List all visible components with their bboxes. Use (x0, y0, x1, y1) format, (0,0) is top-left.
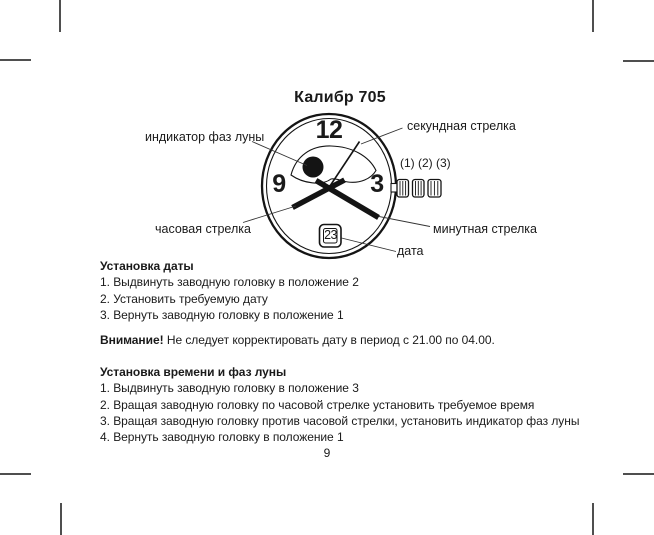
crown-icon-position-2 (413, 180, 425, 198)
instruction-step: 3. Вращая заводную головку против часовой стрелки, установить индикатор фаз луны (100, 413, 580, 428)
dial-numeral-12: 12 (315, 116, 343, 144)
moon-icon (303, 157, 324, 178)
crown-icon-position-3 (428, 180, 441, 198)
crown-icon-position-1 (397, 180, 409, 198)
dial-numeral-9: 9 (272, 170, 286, 198)
attention-text: Не следует корректировать дату в период с 21.00 по 04.00. (166, 333, 495, 348)
attention-note (100, 332, 579, 348)
label-minute-hand: минутная стрелка (433, 222, 538, 236)
instruction-step: 1. Выдвинуть заводную головку в положение 2 (100, 275, 359, 290)
instruction-step: 1. Выдвинуть заводную головку в положение 3 (100, 381, 359, 396)
page-number: 9 (323, 446, 331, 460)
instruction-step: 2. Вращая заводную головку по часовой стрелке установить требуемое время (100, 397, 535, 412)
label-moon-phase-indicator: индикатор фаз луны (145, 130, 265, 144)
section-heading-date-setting: Установка даты (100, 259, 194, 273)
instruction-step: 3. Вернуть заводную головку в положение 1 (100, 307, 344, 322)
label-second-hand: секундная стрелка (407, 119, 516, 133)
page-title: Калибр 705 (294, 89, 386, 106)
section-heading-time-moon-setting: Установка времени и фаз луны (100, 364, 287, 379)
hands-pivot (327, 185, 331, 189)
date-value: 23 (324, 228, 337, 242)
label-hour-hand: часовая стрелка (155, 222, 251, 236)
attention-label: Внимание! (100, 333, 164, 348)
label-crown-positions: (1) (2) (3) (400, 156, 451, 170)
instruction-step: 2. Установить требуемую дату (100, 291, 268, 306)
instructions (100, 258, 579, 445)
instruction-step: 4. Вернуть заводную головку в положение 1 (100, 430, 344, 445)
label-date: дата (397, 244, 424, 258)
dial-numeral-3: 3 (370, 170, 384, 198)
